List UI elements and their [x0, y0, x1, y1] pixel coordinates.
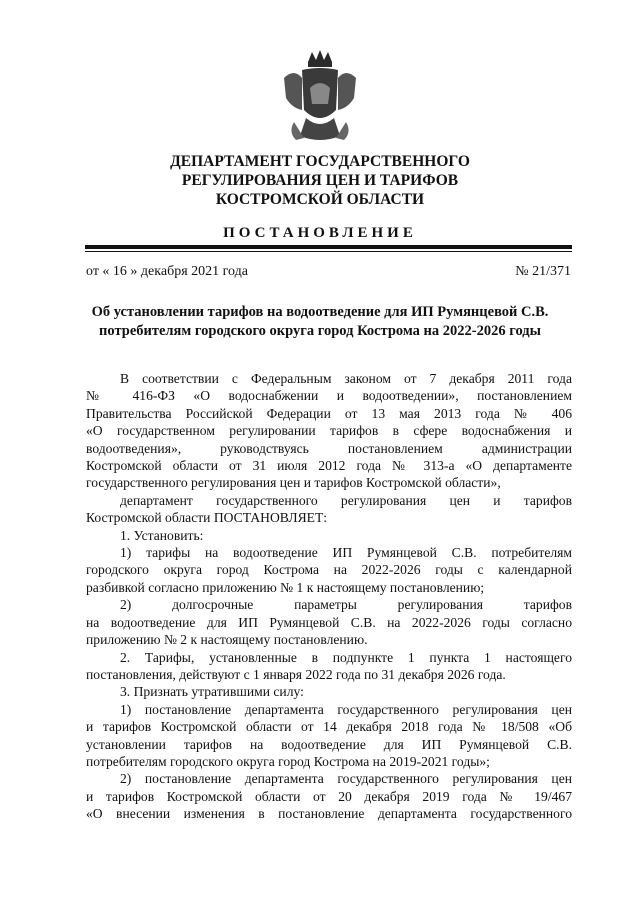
header-divider-thick [85, 245, 572, 249]
text-line: постановления, действуют с 1 января 2022 года по 31 декабря 2026 года. [86, 666, 506, 682]
department-name [0, 152, 640, 209]
document-date: от « 16 » декабря 2021 года [86, 264, 248, 279]
paragraph-preamble [86, 370, 572, 492]
paragraph-item-3 [86, 683, 572, 700]
title-line-1: Об установлении тарифов на водоотведение для ИП Румянцевой С.В. [91, 304, 549, 320]
date-number-row [86, 264, 571, 280]
text-line: 2. Тарифы, установленные в подпункте 1 пункта 1 настоящего [120, 649, 572, 665]
text-line: городского округа город Кострома на 2022-2026 годы с календарной [86, 562, 572, 578]
text-line: 1. Установить: [120, 527, 204, 543]
text-line: Костромской области ПОСТАНОВЛЯЕТ: [86, 510, 328, 526]
text-line: В соответствии с Федеральным законом от 7 декабря 2011 года [120, 371, 572, 386]
text-line: 2) постановление департамента государственного регулирования цен [120, 771, 572, 787]
text-line: на водоотведение для ИП Румянцевой С.В. на 2022-2026 годы согласно [86, 614, 572, 630]
department-line-1: ДЕПАРТАМЕНТ ГОСУДАРСТВЕННОГО [170, 153, 470, 170]
text-line: «О внесении изменения в постановление департамента государственного [86, 806, 572, 822]
text-line: Правительства Российской Федерации от 13 мая 2013 года № 406 [86, 405, 572, 421]
paragraph-item-1-1 [86, 544, 572, 596]
paragraph-item-3-1 [86, 701, 572, 771]
text-line: Костромской области от 31 июля 2012 года № 313-а «О департаменте [86, 458, 572, 474]
header-divider-thin [85, 251, 572, 252]
paragraph-item-2 [86, 649, 572, 684]
coat-of-arms-emblem [280, 48, 360, 148]
text-line: 1) тарифы на водоотведение ИП Румянцевой С.В. потребителям [120, 545, 572, 561]
text-line: потребителям городского округа город Кострома на 2019-2021 годы»; [86, 753, 490, 769]
text-line: № 416-ФЗ «О водоснабжении и водоотведении», постановлением [86, 388, 572, 404]
document-type-heading: ПОСТАНОВЛЕНИЕ [223, 225, 417, 241]
text-line: и тарифов Костромской области от 14 декабря 2018 года № 18/508 «Об [86, 719, 572, 735]
paragraph-item-1-2 [86, 596, 572, 648]
document-title [60, 303, 580, 341]
paragraph-item-3-2 [86, 770, 572, 822]
text-line: 1) постановление департамента государственного регулирования цен [120, 701, 572, 717]
text-line: разбивкой согласно приложению № 1 к настоящему постановлению; [86, 579, 485, 595]
paragraph-item-1 [86, 527, 572, 544]
text-line: департамент государственного регулирования цен и тарифов [120, 492, 572, 508]
text-line: государственного регулирования цен и тарифов Костромской области», [86, 475, 501, 491]
text-line: 2) долгосрочные параметры регулирования тарифов [120, 597, 572, 613]
text-line: 3. Признать утратившими силу: [120, 684, 304, 700]
department-line-2: РЕГУЛИРОВАНИЯ ЦЕН И ТАРИФОВ [181, 172, 459, 189]
text-line: «О государственном регулировании тарифов в сфере водоснабжения и [86, 423, 572, 439]
document-body [86, 370, 572, 823]
text-line: и тарифов Костромской области от 20 декабря 2019 года № 19/467 [86, 788, 572, 804]
text-line: установлении тарифов на водоотведение для ИП Румянцевой С.В. [86, 736, 572, 752]
paragraph-resolves [86, 492, 572, 527]
title-line-2: потребителям городского округа город Кострома на 2022-2026 годы [99, 323, 541, 339]
document-number: № 21/371 [515, 264, 571, 279]
text-line: водоотведения», руководствуясь постановлением администрации [86, 440, 572, 456]
department-line-3: КОСТРОМСКОЙ ОБЛАСТИ [215, 191, 425, 208]
text-line: приложению № 2 к настоящему постановлению. [86, 632, 368, 648]
